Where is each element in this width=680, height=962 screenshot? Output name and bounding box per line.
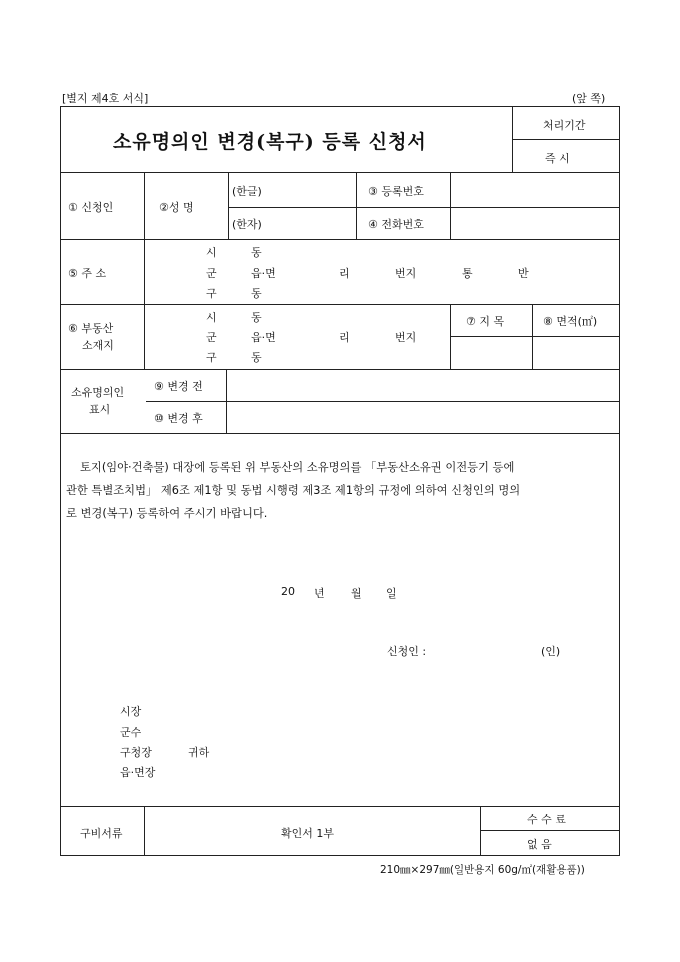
applicant-signature-label: 신청인 :	[387, 645, 427, 658]
property-district: 구	[206, 351, 217, 364]
land-category-label: ⑦ 지 목	[466, 315, 505, 328]
processing-period-value: 즉 시	[545, 152, 570, 165]
before-change-field[interactable]	[228, 371, 618, 399]
addressee-mayor: 시장	[120, 705, 142, 718]
paper-spec: 210㎜×297㎜(일반용지 60g/㎡(재활용품))	[380, 864, 585, 876]
registration-number-field[interactable]	[452, 174, 618, 205]
property-label: ⑥ 부동산	[68, 322, 114, 335]
seal-mark: (인)	[541, 645, 561, 658]
request-text-line-2: 관한 특별조치법」 제6조 제1항 및 동법 시행령 제3조 제1항의 규정에 의하여 신청인의 명의	[66, 484, 521, 497]
land-category-field[interactable]	[452, 338, 530, 367]
address-dong-2: 동	[251, 287, 262, 300]
after-change-field[interactable]	[228, 403, 618, 431]
address-beonji: 번지	[395, 267, 417, 280]
phone-number-field[interactable]	[452, 209, 618, 237]
address-tong: 통	[462, 267, 473, 280]
applicant-label: ① 신청인	[68, 201, 114, 214]
date-year: 20	[281, 585, 295, 598]
address-city: 시	[206, 246, 217, 259]
form-number: [별지 제4호 서식]	[62, 92, 149, 105]
applicant-signature-field[interactable]	[440, 638, 535, 658]
property-county: 군	[206, 331, 217, 344]
property-ri: 리	[339, 331, 350, 344]
area-field[interactable]	[534, 338, 618, 367]
required-documents-label: 구비서류	[80, 827, 123, 840]
owner-display-label-2: 표시	[89, 403, 111, 416]
addressee-town-head: 읍·면장	[120, 766, 156, 779]
addressee-county-head: 군수	[120, 726, 142, 739]
date-month-unit: 월	[351, 587, 362, 600]
name-label: ②성 명	[159, 201, 194, 214]
date-day-unit: 일	[386, 587, 397, 600]
before-change-label: ⑨ 변경 전	[154, 380, 203, 393]
fee-label: 수 수 료	[527, 813, 566, 826]
required-documents-value: 확인서 1부	[281, 827, 334, 840]
name-hangul-field[interactable]: (한글)	[232, 185, 262, 198]
request-text-line-3: 로 변경(복구) 등록하여 주시기 바랍니다.	[66, 507, 268, 520]
phone-number-label: ④ 전화번호	[368, 218, 424, 231]
address-county: 군	[206, 267, 217, 280]
property-dong-2: 동	[251, 351, 262, 364]
property-dong-1: 동	[251, 311, 262, 324]
property-label-2: 소재지	[82, 339, 114, 352]
after-change-label: ⑩ 변경 후	[154, 412, 203, 425]
request-text-line-1: 토지(임야·건축물) 대장에 등록된 위 부동산의 소유명의를 「부동산소유권 이전등기 등에	[80, 461, 515, 474]
addressee-district-head: 구청장	[120, 746, 152, 759]
property-city: 시	[206, 311, 217, 324]
owner-display-label: 소유명의인	[71, 386, 125, 399]
address-district: 구	[206, 287, 217, 300]
address-ban: 반	[518, 267, 529, 280]
name-hanja-field[interactable]: (한자)	[232, 218, 262, 231]
area-label: ⑧ 면적(㎡)	[543, 315, 598, 328]
page-side: (앞 쪽)	[572, 92, 606, 105]
address-label: ⑤ 주 소	[68, 267, 107, 280]
address-ri: 리	[339, 267, 350, 280]
property-eup-myeon: 읍·면	[251, 331, 276, 344]
registration-number-label: ③ 등록번호	[368, 185, 424, 198]
address-eup-myeon: 읍·면	[251, 267, 276, 280]
processing-period-label: 처리기간	[543, 119, 586, 132]
date-year-unit: 년	[314, 587, 325, 600]
addressee-honorific: 귀하	[188, 746, 210, 759]
property-beonji: 번지	[395, 331, 417, 344]
address-dong-1: 동	[251, 246, 262, 259]
fee-value: 없 음	[527, 838, 552, 851]
form-title: 소유명의인 변경(복구) 등록 신청서	[113, 131, 427, 153]
